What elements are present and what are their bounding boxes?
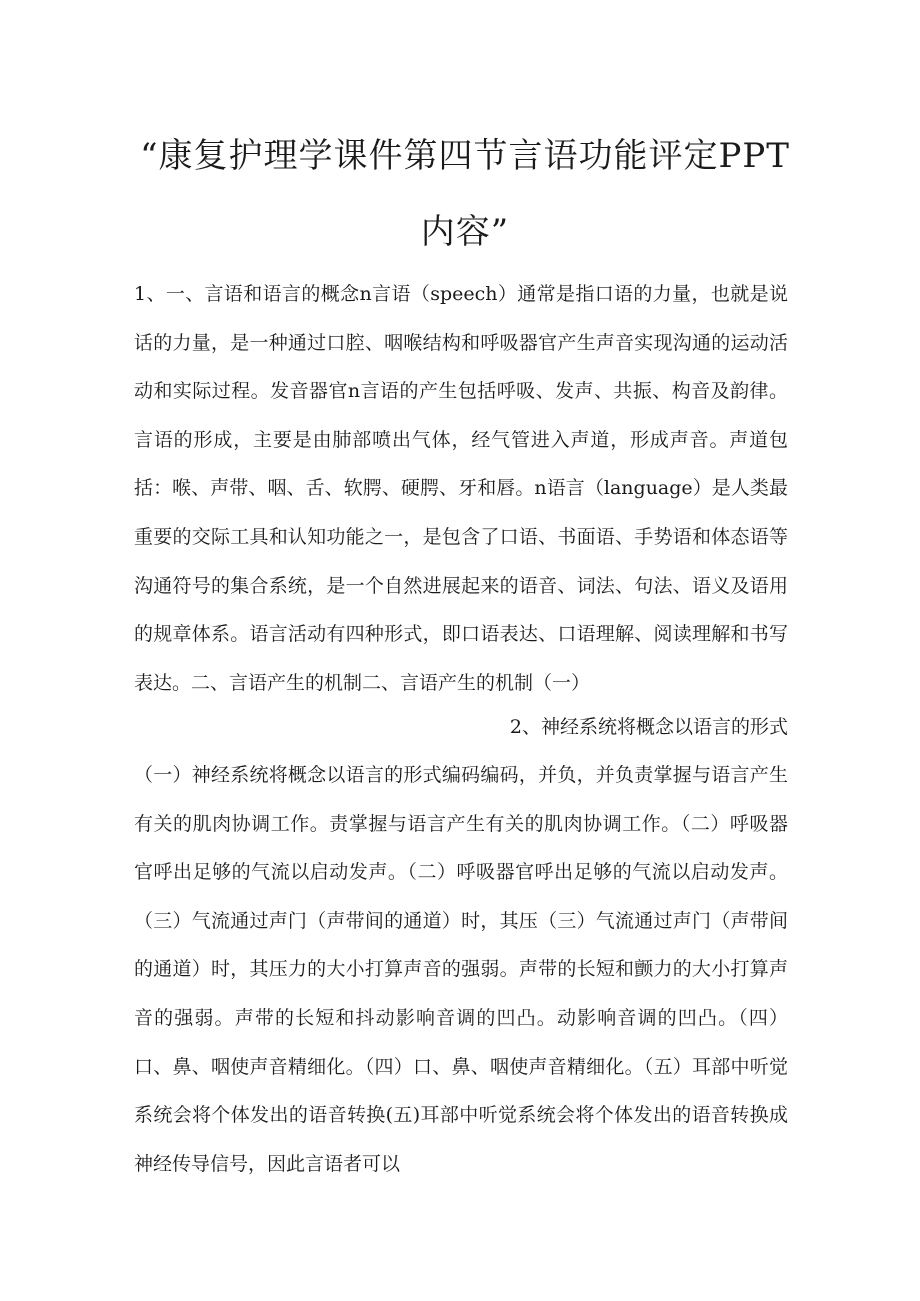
document-title <box>120 118 810 270</box>
paragraph-2: 2、神经系统将概念以语言的形式 <box>509 716 788 738</box>
title-line-2: 内容” <box>420 212 510 252</box>
paragraph-3: （一）神经系统将概念以语言的形式编码编码，并负，并负责掌握与语言产生有关的肌肉协调工作。责掌握与语言产生有关的肌肉协调工作。（二）呼吸器官呼出足够的气流以启动发声。（二）呼吸器官呼出足够的气流以启动发声。（三）气流通过声门（声带间的通道）时，其压（三）气流通过声门（声带间的通道）时，其压力的大小打算声音的强弱。声带的长短和颤力的大小打算声音的强弱。声带的长短和抖动影响音调的凹凸。动影响音调的凹凸。（四）口、鼻、咽使声音精细化。（四）口、鼻、咽使声音精细化。（五）耳部中听觉系统会将个体发出的语音转换(五)耳部中听觉系统会将个体发出的语音转换成神经传导信号，因此言语者可以 <box>134 764 788 1175</box>
title-line-1: “康复护理学课件第四节言语功能评定PPT <box>140 136 790 176</box>
paragraph-1: 1、一、言语和语言的概念n言语（speech）通常是指口语的力量，也就是说话的力量，是一种通过口腔、咽喉结构和呼吸器官产生声音实现沟通的运动活动和实际过程。发音器官n言语的产生包括呼吸、发声、共振、构音及韵律。言语的形成，主要是由肺部喷出气体，经气管进入声道，形成声音。声道包括：喉、声带、咽、舌、软腭、硬腭、牙和唇。n语言（language）是人类最重要的交际工具和认知功能之一，是包含了口语、书面语、手势语和体态语等沟通符号的集合系统，是一个自然进展起来的语音、词法、句法、语义及语用的规章体系。语言活动有四种形式，即口语表达、口语理解、阅读理解和书写表达。二、言语产生的机制二、言语产生的机制（一） <box>134 283 788 694</box>
